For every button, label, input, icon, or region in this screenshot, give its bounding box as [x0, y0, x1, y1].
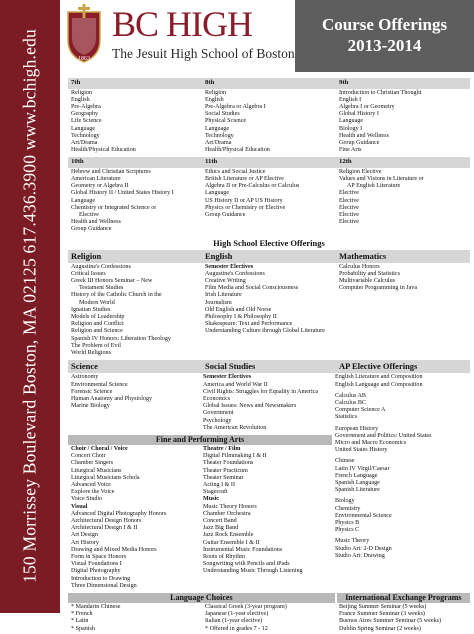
math-electives	[336, 263, 470, 359]
course-item: French Language	[335, 472, 378, 479]
course-item: Civil Rights: Struggles for Equality in America	[203, 388, 319, 395]
course-item: Jazz Rock Ensemble	[203, 532, 254, 539]
lower-area	[68, 373, 470, 591]
grade-12-courses	[336, 168, 470, 235]
course-item: Global History II / United States History I	[71, 190, 174, 197]
subhead: Choir / Choral / Voice	[71, 445, 128, 452]
course-item: Pre-Algebra or Algebra I	[205, 103, 266, 110]
course-item: Art History	[71, 539, 99, 546]
course-item: Concert Band	[203, 517, 237, 524]
grade-header-row-1	[68, 78, 470, 89]
exchange-list	[336, 603, 470, 634]
elective-head: AP Elective Offerings	[339, 361, 418, 372]
course-item: Computer Science A	[335, 407, 386, 414]
course-item: Health and Wellness	[339, 132, 389, 139]
course-item: Physics B	[335, 519, 360, 526]
course-item: Critical Issues	[71, 270, 106, 277]
course-item: Multivariable Calculus	[339, 278, 396, 285]
course-item: Concert Choir	[71, 453, 106, 460]
elective-title: High School Elective Offerings	[213, 237, 325, 248]
course-item: Architectural Design I & II	[71, 525, 138, 532]
address-text: 150 Morrissey Boulevard Boston, MA 02125 617.436.3900 www.bchigh.edu	[19, 29, 40, 583]
course-item: Psychology	[203, 417, 232, 424]
course-item: Government and Politics: United States	[335, 432, 432, 439]
course-item: Human Anatomy and Physiology	[71, 395, 153, 402]
course-item: Technology	[71, 132, 100, 139]
course-item: Augustine's Confessions	[205, 270, 265, 277]
course-item: The Problem of Evil	[71, 342, 121, 349]
science-header-row	[68, 360, 470, 373]
course-item: Health/Physical Education	[71, 147, 136, 154]
course-item: Creative Writing	[205, 278, 246, 285]
grade-courses-row-1	[68, 89, 470, 156]
social-studies-electives	[200, 373, 332, 433]
course-item: Biology	[335, 498, 355, 505]
course-item: AP English Literature	[347, 183, 401, 190]
course-item: Journalism	[205, 299, 232, 306]
theatre-music-list	[200, 445, 332, 591]
language-choices-head: Language Choices	[68, 593, 335, 603]
course-item: Environmental Science	[71, 381, 128, 388]
course-item: Life Science	[71, 118, 102, 125]
english-electives	[202, 263, 336, 359]
course-item: Instrumental Music Foundations	[203, 546, 283, 553]
course-item: Elective	[339, 212, 359, 219]
elective-row-1	[68, 263, 470, 359]
course-item: Religion and Science	[71, 328, 123, 335]
course-item: United States History	[335, 447, 388, 454]
grade-label: 7th	[71, 79, 81, 86]
course-item: Religion	[71, 89, 92, 96]
course-item: Environmental Science	[335, 512, 392, 519]
course-item: History of the Catholic Church in the	[71, 292, 162, 299]
course-item: Forensic Science	[71, 388, 113, 395]
course-item: Art/Drama	[205, 139, 232, 146]
language-item: * Latin	[71, 618, 89, 625]
grade-11-courses	[202, 168, 336, 235]
course-item: Physics C	[335, 527, 360, 534]
course-item: Voice Studio	[71, 496, 103, 503]
course-item: Ignatian Studies	[71, 306, 111, 313]
grade-label: 9th	[339, 79, 349, 86]
course-item: Chamber Singers	[71, 460, 114, 467]
course-item: Statistics	[335, 414, 358, 421]
course-item: Digital Photography	[71, 568, 121, 575]
course-item: Health and Wellness	[71, 219, 121, 226]
subhead: Semester Electives	[203, 374, 252, 381]
language-item: * Spanish	[71, 625, 95, 632]
course-item: Government	[203, 410, 234, 417]
course-item: Global Issues: News and Newsmakers	[203, 403, 297, 410]
course-item: Songwriting with Pencils and iPads	[203, 561, 290, 568]
course-item: English	[205, 96, 224, 103]
course-item: Testament Studies	[79, 285, 124, 292]
elective-head: Social Studies	[205, 361, 256, 372]
course-item: Modern World	[79, 299, 115, 306]
grade-label: 12th	[339, 158, 352, 166]
course-item: Chinese	[335, 458, 355, 465]
course-item: Irish Literature	[205, 292, 242, 299]
course-item: English Language and Composition	[335, 381, 423, 388]
science-social-row	[68, 373, 332, 433]
elective-header-row	[68, 250, 470, 263]
subhead: Theatre / Film	[203, 445, 241, 452]
exchange-item: Dublin Spring Seminar (2 weeks)	[339, 625, 421, 632]
course-item: Spanish IV Honors: Liberation Theology	[71, 335, 171, 342]
course-item: Algebra II or Pre-Calculus or Calculus	[205, 183, 300, 190]
course-item: Language	[205, 190, 230, 197]
course-item: English	[71, 96, 90, 103]
course-item: Spanish Literature	[335, 487, 380, 494]
grade-label: 11th	[205, 158, 218, 166]
course-item: Calculus AB	[335, 392, 366, 399]
course-item: Computer Programming in Java	[339, 285, 418, 292]
grade-header-row-2	[68, 157, 470, 168]
grade-9-courses	[336, 89, 470, 156]
course-item: Studio Art: Drawing	[335, 552, 385, 559]
school-logo-text: BC HIGH	[112, 4, 253, 44]
course-item: Fine Arts	[339, 147, 362, 154]
course-item: Art Design	[71, 532, 98, 539]
course-item: Social Studies	[205, 111, 240, 118]
course-item: Physical Science	[205, 118, 247, 125]
science-electives	[68, 373, 200, 433]
course-item: Religion Elective	[339, 168, 382, 175]
course-item: Hebrew and Christian Scriptures	[71, 168, 151, 175]
course-item: Astronomy	[71, 374, 99, 381]
course-item: Language	[71, 197, 96, 204]
course-item: Group Guidance	[339, 139, 380, 146]
course-item: Pre-Algebra	[71, 103, 101, 110]
course-item: Elective	[339, 204, 359, 211]
school-crest-icon	[64, 4, 104, 64]
course-item: Digital Filmmaking I & II	[203, 453, 267, 460]
course-item: Spanish Language	[335, 479, 380, 486]
elective-head: Mathematics	[339, 250, 387, 261]
subhead: Semester Electives	[205, 263, 254, 270]
course-item: Probability and Statistics	[339, 270, 400, 277]
course-item: America and World War II	[203, 381, 268, 388]
exchange-item: France Summer Seminar (3 weeks)	[339, 611, 425, 618]
grade-7-courses	[68, 89, 202, 156]
page-title: Course Offerings	[321, 15, 448, 34]
exchange-item: Beijing Summer Seminar (5 weeks)	[339, 603, 427, 610]
grade-label: 10th	[71, 158, 84, 166]
course-item: Philosophy I & Philosophy II	[205, 314, 277, 321]
course-item: Music Theory Honors	[203, 503, 257, 510]
course-item: Introduction to Christian Thought	[339, 89, 422, 96]
course-item: Chamber Orchestra	[203, 510, 251, 517]
language-item: * French	[71, 611, 93, 618]
course-item: Form in Space Honors	[71, 553, 127, 560]
course-item: Liturgical Musicians	[71, 467, 122, 474]
grade-label: 8th	[205, 79, 215, 86]
school-tagline: The Jesuit High School of Boston	[112, 46, 295, 61]
course-item: The American Revolution	[203, 424, 267, 431]
course-item: Augustine's Confessions	[71, 263, 131, 270]
course-item: Music Theory	[335, 538, 370, 545]
bottom-header-row	[68, 593, 470, 603]
grade-10-courses	[68, 168, 202, 235]
course-item: Film Media and Social Consciousness	[205, 285, 299, 292]
course-item: Micro and Macro Economics	[335, 439, 407, 446]
grade-courses-row-2	[68, 168, 470, 235]
elective-head: Science	[71, 361, 98, 372]
language-item: * Mandarin Chinese	[71, 603, 121, 610]
elective-head: Religion	[71, 250, 102, 261]
language-list-1	[68, 603, 202, 634]
address-sidebar	[0, 0, 60, 613]
course-item: World Religions	[71, 350, 111, 357]
course-item: Ethics and Social Justice	[205, 168, 266, 175]
course-item: Art/Drama	[71, 139, 98, 146]
course-content	[68, 76, 470, 634]
course-item: Liturgical Musicians Schola	[71, 474, 140, 481]
course-item: Religion	[205, 89, 226, 96]
course-item: Elective	[79, 212, 99, 219]
crest-year: 1863	[78, 56, 90, 62]
course-item: Old English and Old Norse	[205, 306, 272, 313]
course-item: Drawing and Mixed Media Honors	[71, 546, 157, 553]
course-item: Group Guidance	[205, 212, 246, 219]
course-item: English I	[339, 96, 362, 103]
choir-visual-list	[68, 445, 200, 591]
course-item: Language	[339, 118, 364, 125]
course-item: Language	[205, 125, 230, 132]
course-item: Latin IV Virgil/Caesar	[335, 465, 390, 472]
bottom-row	[68, 603, 470, 634]
course-item: Theater Seminar	[203, 474, 244, 481]
religion-electives	[68, 263, 202, 359]
course-item: English Literature and Composition	[335, 374, 423, 381]
language-list-2	[202, 603, 336, 634]
course-item: Acting I & II	[203, 481, 235, 488]
course-item: Advanced Voice	[71, 481, 111, 488]
course-item: Values and Visions in Literature or	[339, 176, 424, 183]
course-item: Biology I	[339, 125, 363, 132]
course-item: Group Guidance	[71, 226, 112, 233]
subhead: Music	[203, 496, 219, 503]
course-item: Geography	[71, 111, 99, 118]
course-item: Global History I	[339, 111, 379, 118]
course-item: Health/Physical Education	[205, 147, 270, 154]
course-item: Models of Leadership	[71, 314, 125, 321]
course-item: American Literature	[71, 176, 121, 183]
course-item: Elective	[339, 190, 359, 197]
course-item: European History	[335, 425, 379, 432]
course-item: Greek III Honors Seminar – New	[71, 278, 153, 285]
arts-row	[68, 445, 332, 591]
ap-electives	[332, 373, 470, 591]
course-item: Technology	[205, 132, 234, 139]
left-lower	[68, 373, 332, 591]
course-item: Introduction to Drawing	[71, 575, 131, 582]
course-item: Algebra I or Geometry	[339, 103, 395, 110]
course-item: Geometry or Algebra II	[71, 183, 129, 190]
course-item: Guitar Ensemble I & II	[203, 539, 260, 546]
course-item: Chemistry or Integrated Science or	[71, 204, 157, 211]
course-item: Stagecraft	[203, 489, 228, 496]
course-item: Theater Foundations	[203, 460, 254, 467]
course-item: Visual Foundations I	[71, 561, 122, 568]
course-item: Religion and Conflict	[71, 321, 124, 328]
course-item: Elective	[339, 219, 359, 226]
course-item: Advanced Digital Photography Honors	[71, 510, 167, 517]
course-item: Physics or Chemistry or Elective	[205, 204, 286, 211]
language-item: * Offered in grades 7 - 12	[205, 625, 268, 632]
header	[60, 0, 474, 72]
course-item: Understanding Music Through Listening	[203, 568, 303, 575]
course-item: Studio Art: 2-D Design	[335, 545, 392, 552]
title-box	[295, 0, 474, 72]
subhead: Visual	[71, 503, 88, 510]
course-item: Calculus Honors	[339, 263, 380, 270]
arts-title-bar: Fine and Performing Arts	[68, 435, 332, 445]
course-item: US History II or AP US History	[205, 197, 283, 204]
course-item: Architectural Design Honors	[71, 517, 142, 524]
course-item: British Literature or AP Elective	[205, 176, 284, 183]
course-item: Marine Biology	[71, 403, 110, 410]
language-item: Classical Greek (3-year program)	[205, 603, 287, 610]
school-year: 2013-2014	[347, 36, 422, 55]
course-item: Economics	[203, 395, 231, 402]
course-item: Calculus BC	[335, 399, 366, 406]
course-item: Chemistry	[335, 505, 361, 512]
course-item: Roots of Rhythm	[203, 553, 245, 560]
course-item: Elective	[339, 197, 359, 204]
course-item: Jazz Big Band	[203, 525, 239, 532]
course-item: Shakespeare: Text and Performance	[205, 321, 293, 328]
language-item: Japanese (1-year elective)	[205, 611, 269, 618]
course-item: Explore the Voice	[71, 489, 115, 496]
exchange-programs-head: International Exchange Programs	[337, 593, 470, 603]
course-item: Three Dimensional Design	[71, 582, 137, 589]
grade-8-courses	[202, 89, 336, 156]
course-item: Language	[71, 125, 96, 132]
exchange-item: Buenos Aires Summer Seminar (5 weeks)	[339, 618, 442, 625]
course-item: Understanding Culture through Global Literature	[205, 328, 325, 335]
language-item: Italian (1-year elective)	[205, 618, 263, 625]
course-item: Theater Practicum	[203, 467, 248, 474]
elective-head: English	[205, 250, 233, 261]
